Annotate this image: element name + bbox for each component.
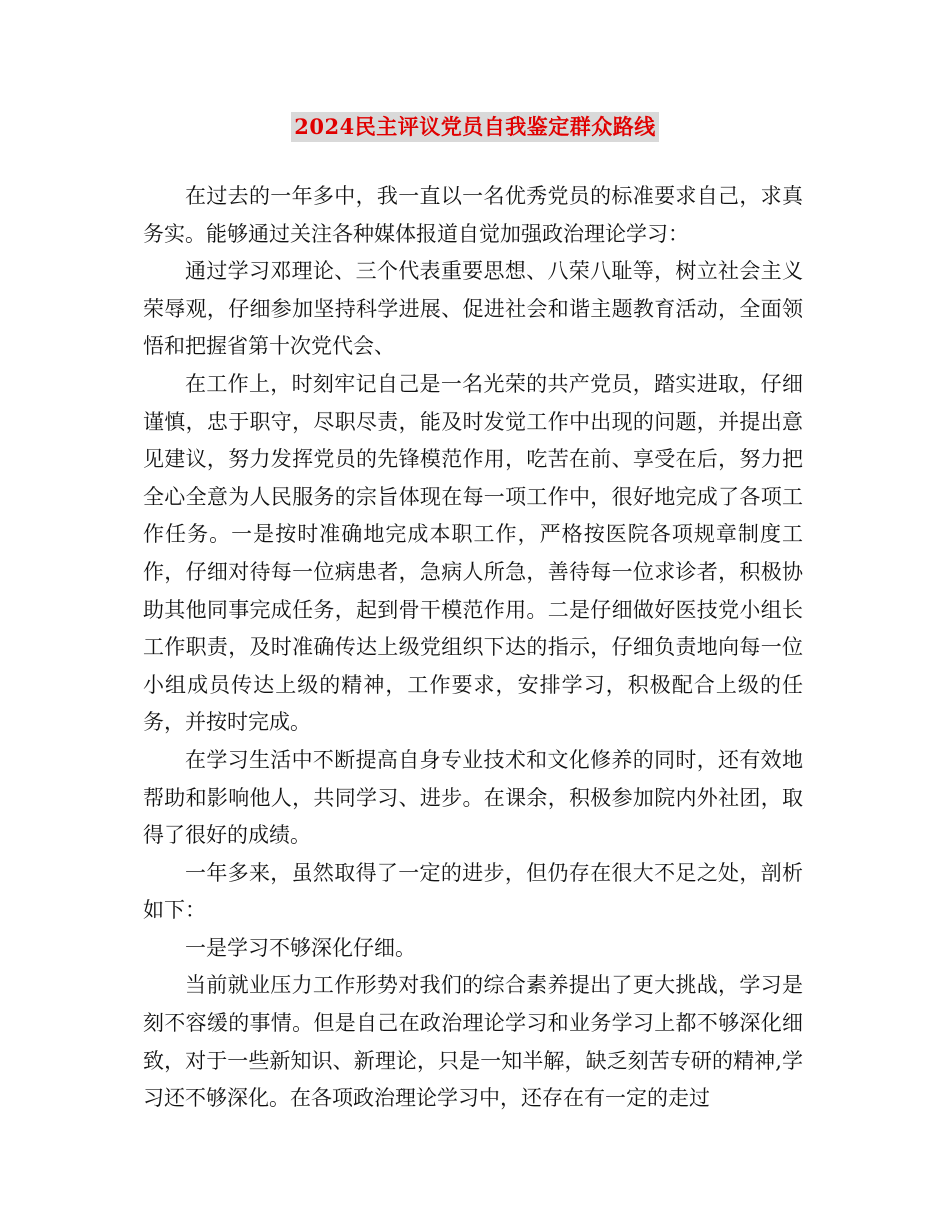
paragraph-1: 在过去的一年多中，我一直以一名优秀党员的标准要求自己，求真务实。能够通过关注各种媒体报道自觉加强政治理论学习： — [143, 184, 803, 246]
paragraph-4: 在学习生活中不断提高自身专业技术和文化修养的同时，还有效地帮助和影响他人，共同学习、进步。在课余，积极参加院内外社团，取得了很好的成绩。 — [143, 747, 803, 848]
paragraph-6: 一是学习不够深化仔细。 — [185, 935, 416, 960]
document-title: 2024民主评议党员自我鉴定群众路线 — [291, 112, 658, 142]
paragraph-5: 一年多来，虽然取得了一定的进步，但仍存在很大不足之处，剖析如下： — [143, 860, 803, 923]
title-container — [0, 112, 950, 142]
document-body — [143, 178, 803, 1118]
paragraph-2: 通过学习邓理论、三个代表重要思想、八荣八耻等，树立社会主义荣辱观，仔细参加坚持科学进展、促进社会和谐主题教育活动，全面领悟和把握省第十次党代会、 — [143, 259, 803, 359]
paragraph-3: 在工作上，时刻牢记自己是一名光荣的共产党员，踏实进取，仔细谨慎，忠于职守，尽职尽责，能及时发觉工作中出现的问题，并提出意见建议，努力发挥党员的先锋模范作用，吃苦在前、享受在后，努力把全心全意为人民服务的宗旨体现在每一项工作中，很好地完成了各项工作任务。一是按时准确地完成本职工作，严格按医院各项规章制度工作，仔细对待每一位病患者，急病人所急，善待每一位求诊者，积极协助其他同事完成任务，起到骨干模范作用。二是仔细做好医技党小组长工作职责，及时准确传达上级党组织下达的指示，仔细负责地向每一位小组成员传达上级的精神，工作要求，安排学习，积极配合上级的任务，并按时完成。 — [143, 371, 803, 735]
paragraph-7: 当前就业压力工作形势对我们的综合素养提出了更大挑战，学习是刻不容缓的事情。但是自己在政治理论学习和业务学习上都不够深化细致，对于一些新知识、新理论，只是一知半解，缺乏刻苦专研的精神,学习还不够深化。在各项政治理论学习中，还存在有一定的走过 — [143, 973, 803, 1111]
